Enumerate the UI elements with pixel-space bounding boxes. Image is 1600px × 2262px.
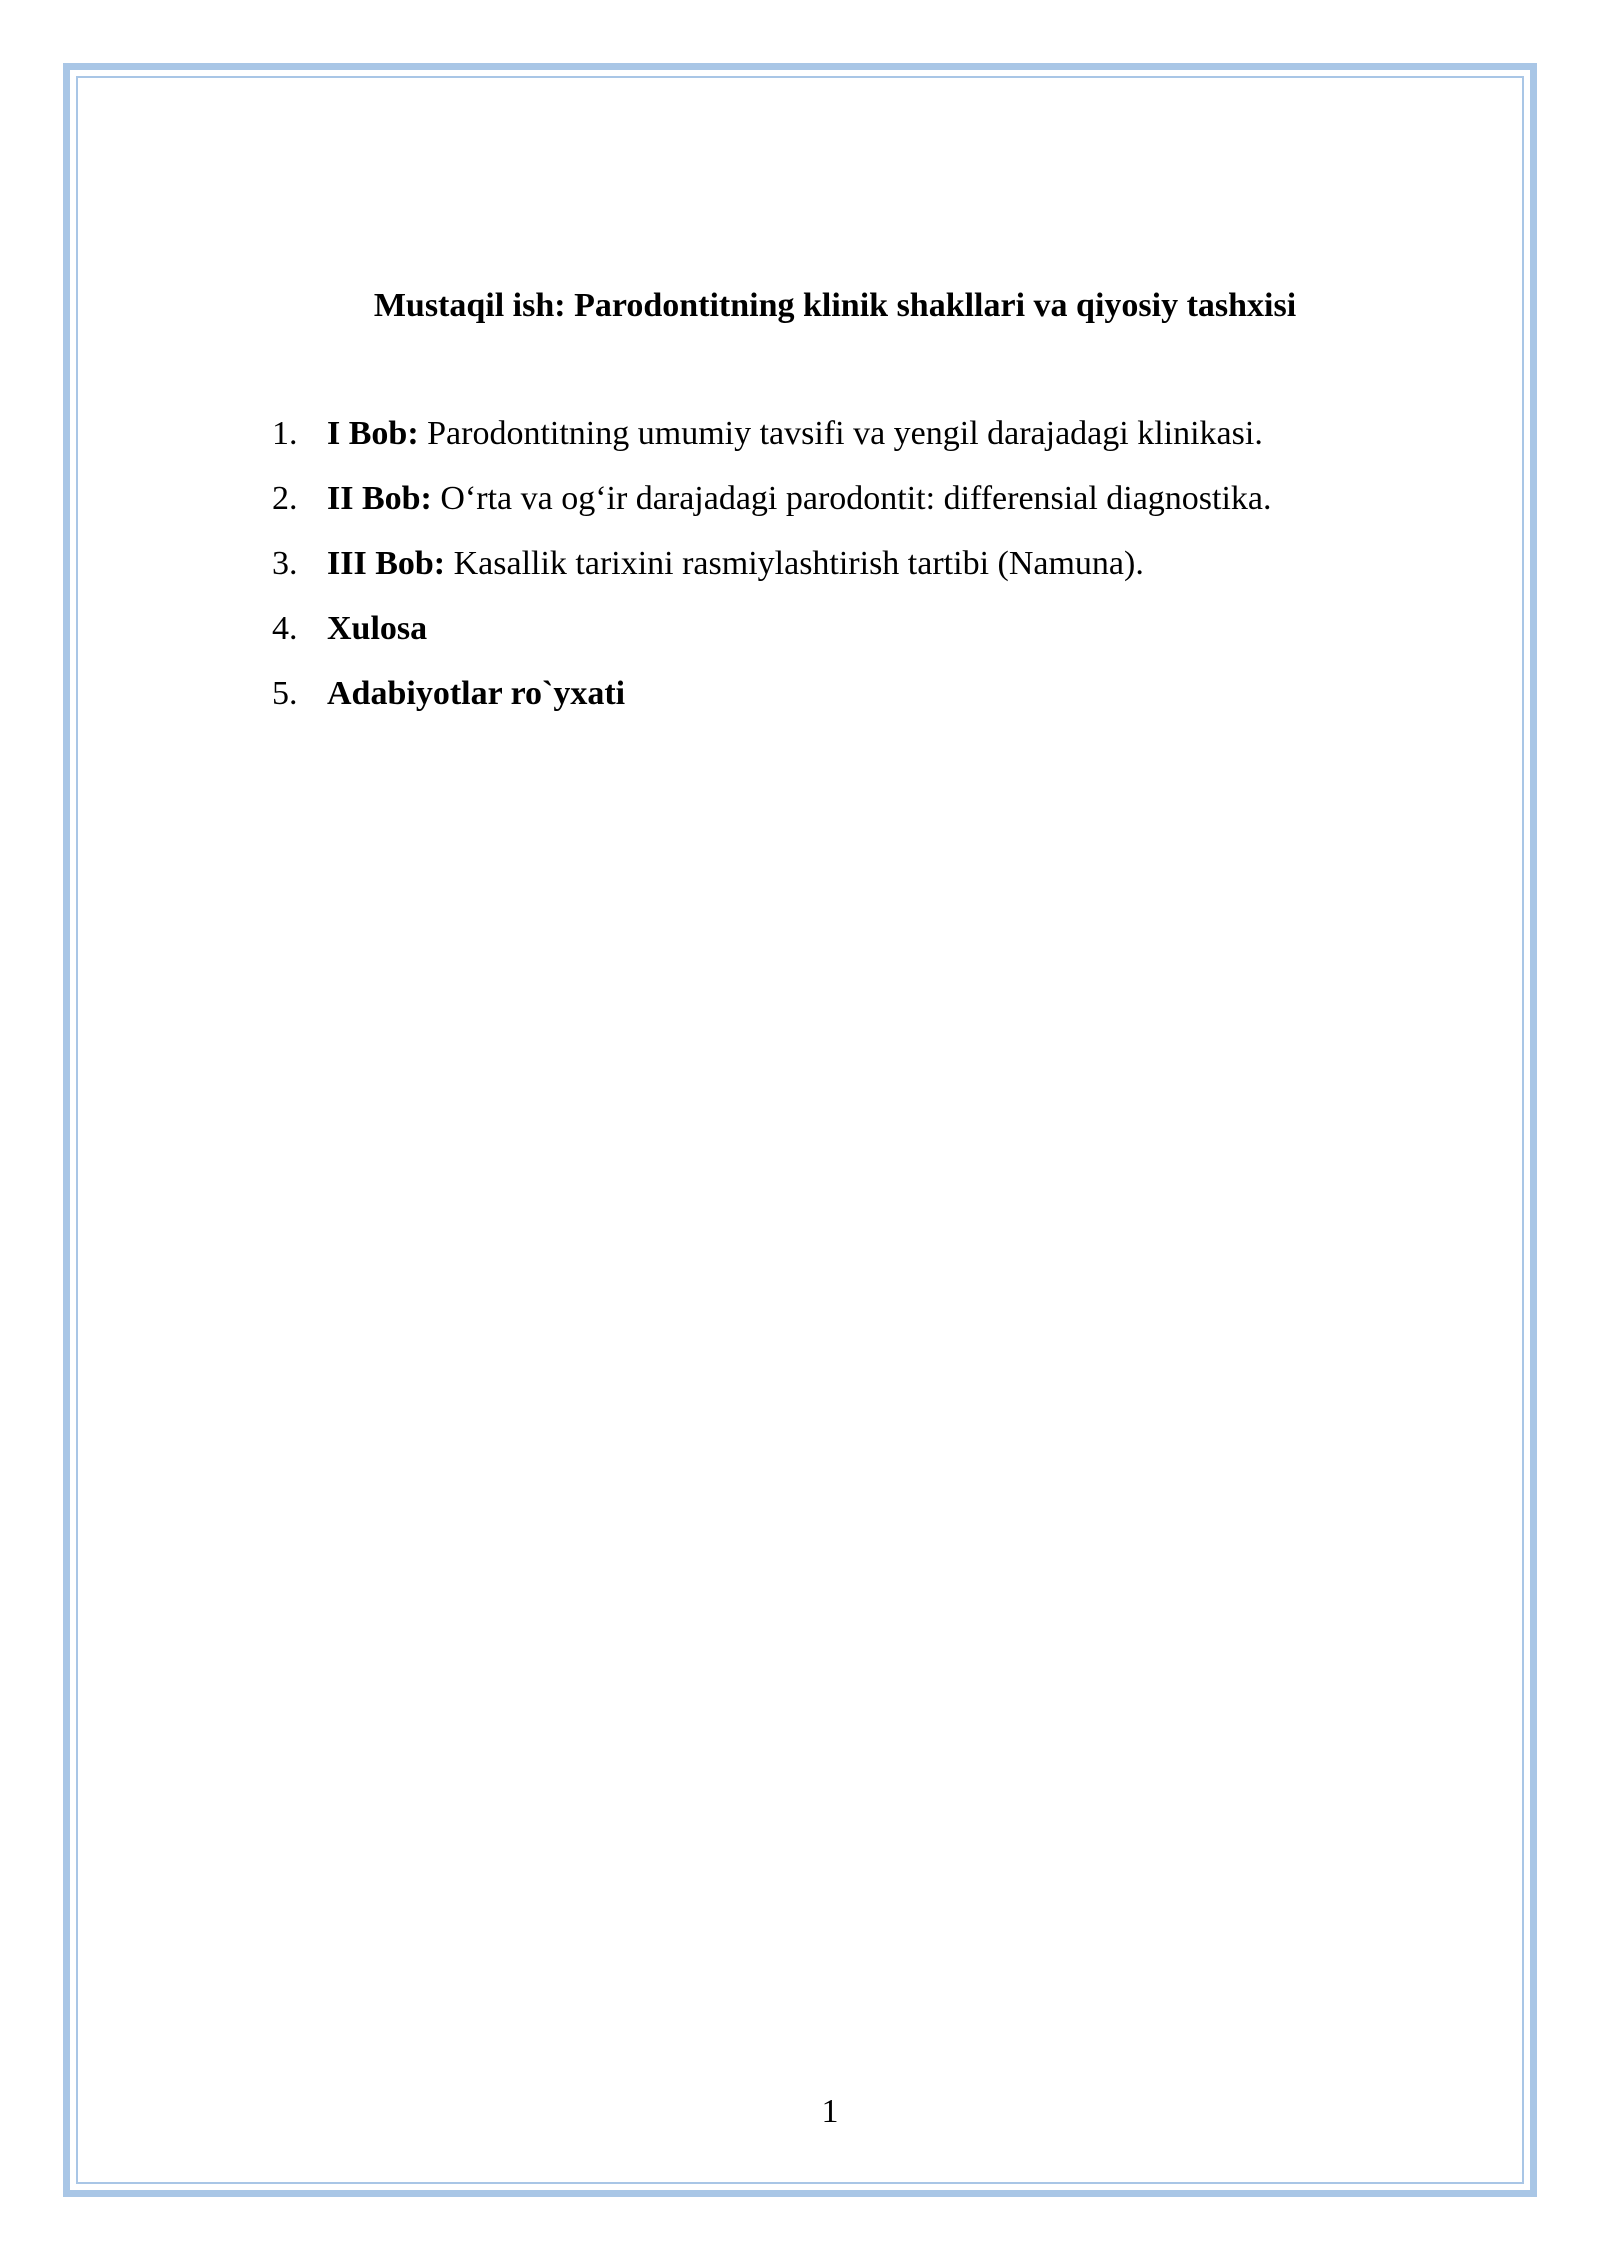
toc-item-number: 4. — [272, 610, 298, 647]
toc-item-4 — [272, 609, 1272, 649]
table-of-contents — [272, 414, 1272, 739]
toc-item-label: II Bob: — [327, 480, 432, 517]
toc-item-label: Xulosa — [327, 610, 428, 647]
toc-item-number: 3. — [272, 545, 298, 582]
toc-item-1 — [272, 414, 1272, 454]
toc-item-number: 1. — [272, 415, 298, 452]
toc-item-text: O‘rta va og‘ir darajadagi parodontit: differensial diagnostika. — [431, 480, 1272, 517]
page-border-inner — [76, 76, 1524, 2184]
toc-item-3 — [272, 544, 1272, 584]
toc-item-5 — [272, 674, 1272, 714]
toc-item-label: III Bob: — [327, 545, 446, 582]
toc-item-2 — [272, 479, 1272, 519]
document-title: Mustaqil ish: Parodontitning klinik shakllari va qiyosiy tashxisi — [373, 287, 1297, 324]
toc-item-text: Parodontitning umumiy tavsifi va yengil darajadagi klinikasi. — [418, 415, 1263, 452]
toc-item-number: 2. — [272, 480, 298, 517]
toc-item-text: Kasallik tarixini rasmiylashtirish tartibi (Namuna). — [445, 545, 1144, 582]
toc-item-label: I Bob: — [327, 415, 419, 452]
toc-item-label: Adabiyotlar ro`yxati — [327, 675, 626, 712]
page-number: 1 — [821, 2093, 839, 2130]
toc-item-number: 5. — [272, 675, 298, 712]
